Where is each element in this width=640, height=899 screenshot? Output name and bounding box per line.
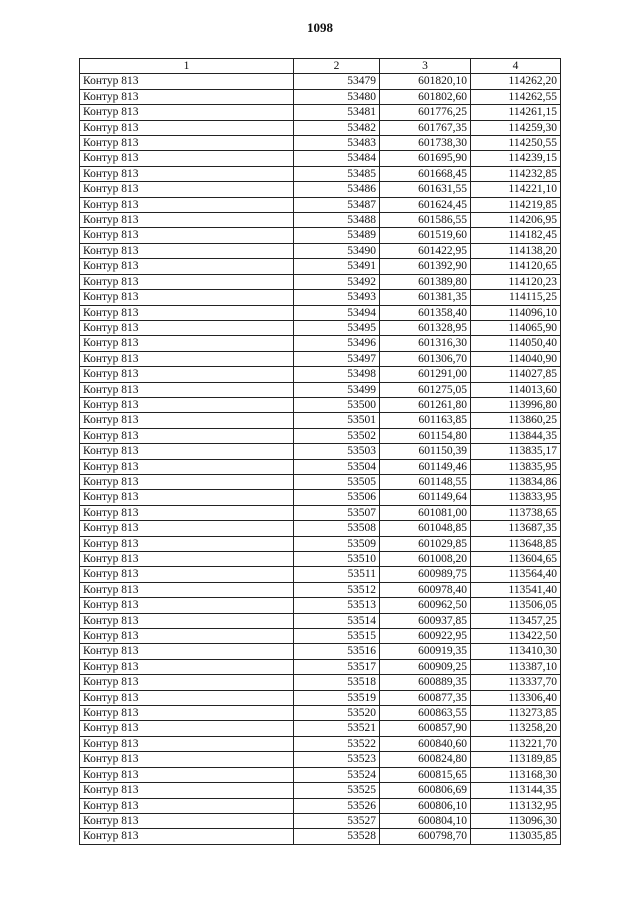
y-coordinate-cell: 113833,95 — [471, 490, 561, 505]
table-header-row — [80, 59, 561, 74]
x-coordinate-cell: 601738,30 — [380, 136, 471, 151]
contour-name-cell: Контур 813 — [80, 813, 294, 828]
table-row — [80, 813, 561, 828]
table-row — [80, 428, 561, 443]
y-coordinate-cell: 114096,10 — [471, 305, 561, 320]
y-coordinate-cell: 113457,25 — [471, 613, 561, 628]
y-coordinate-cell: 114250,55 — [471, 136, 561, 151]
y-coordinate-cell: 113738,65 — [471, 505, 561, 520]
x-coordinate-cell: 601389,80 — [380, 274, 471, 289]
x-coordinate-cell: 601149,64 — [380, 490, 471, 505]
point-number-cell: 53498 — [294, 367, 380, 382]
x-coordinate-cell: 601631,55 — [380, 182, 471, 197]
y-coordinate-cell: 113096,30 — [471, 813, 561, 828]
table-row — [80, 305, 561, 320]
point-number-cell: 53515 — [294, 629, 380, 644]
y-coordinate-cell: 113306,40 — [471, 690, 561, 705]
table-row — [80, 629, 561, 644]
table-row — [80, 228, 561, 243]
coordinates-table — [79, 58, 561, 845]
x-coordinate-cell: 600962,50 — [380, 598, 471, 613]
contour-name-cell: Контур 813 — [80, 459, 294, 474]
point-number-cell: 53518 — [294, 675, 380, 690]
point-number-cell: 53506 — [294, 490, 380, 505]
table-row — [80, 459, 561, 474]
table-row — [80, 567, 561, 582]
point-number-cell: 53487 — [294, 197, 380, 212]
table-row — [80, 536, 561, 551]
contour-name-cell: Контур 813 — [80, 505, 294, 520]
contour-name-cell: Контур 813 — [80, 166, 294, 181]
x-coordinate-cell: 601381,35 — [380, 290, 471, 305]
y-coordinate-cell: 113860,25 — [471, 413, 561, 428]
x-coordinate-cell: 601150,39 — [380, 444, 471, 459]
table-row — [80, 767, 561, 782]
table-row — [80, 367, 561, 382]
y-coordinate-cell: 113604,65 — [471, 552, 561, 567]
y-coordinate-cell: 113835,95 — [471, 459, 561, 474]
x-coordinate-cell: 601392,90 — [380, 259, 471, 274]
x-coordinate-cell: 601668,45 — [380, 166, 471, 181]
x-coordinate-cell: 600909,25 — [380, 659, 471, 674]
table-row — [80, 213, 561, 228]
table-row — [80, 413, 561, 428]
contour-name-cell: Контур 813 — [80, 536, 294, 551]
x-coordinate-cell: 600806,69 — [380, 783, 471, 798]
x-coordinate-cell: 600806,10 — [380, 798, 471, 813]
table-row — [80, 259, 561, 274]
point-number-cell: 53519 — [294, 690, 380, 705]
x-coordinate-cell: 600889,35 — [380, 675, 471, 690]
table-row — [80, 74, 561, 89]
x-coordinate-cell: 601081,00 — [380, 505, 471, 520]
x-coordinate-cell: 601154,80 — [380, 428, 471, 443]
y-coordinate-cell: 113258,20 — [471, 721, 561, 736]
contour-name-cell: Контур 813 — [80, 675, 294, 690]
contour-name-cell: Контур 813 — [80, 305, 294, 320]
x-coordinate-cell: 601163,85 — [380, 413, 471, 428]
table-row — [80, 197, 561, 212]
point-number-cell: 53510 — [294, 552, 380, 567]
x-coordinate-cell: 600863,55 — [380, 706, 471, 721]
contour-name-cell: Контур 813 — [80, 444, 294, 459]
y-coordinate-cell: 113035,85 — [471, 829, 561, 844]
y-coordinate-cell: 114013,60 — [471, 382, 561, 397]
table-row — [80, 290, 561, 305]
contour-name-cell: Контур 813 — [80, 829, 294, 844]
y-coordinate-cell: 114259,30 — [471, 120, 561, 135]
y-coordinate-cell: 113541,40 — [471, 582, 561, 597]
point-number-cell: 53484 — [294, 151, 380, 166]
table-row — [80, 582, 561, 597]
x-coordinate-cell: 601306,70 — [380, 351, 471, 366]
point-number-cell: 53485 — [294, 166, 380, 181]
point-number-cell: 53508 — [294, 521, 380, 536]
contour-name-cell: Контур 813 — [80, 721, 294, 736]
x-coordinate-cell: 600798,70 — [380, 829, 471, 844]
contour-name-cell: Контур 813 — [80, 243, 294, 258]
point-number-cell: 53505 — [294, 474, 380, 489]
table-row — [80, 752, 561, 767]
x-coordinate-cell: 600824,80 — [380, 752, 471, 767]
y-coordinate-cell: 113387,10 — [471, 659, 561, 674]
x-coordinate-cell: 601767,35 — [380, 120, 471, 135]
point-number-cell: 53504 — [294, 459, 380, 474]
contour-name-cell: Контур 813 — [80, 397, 294, 412]
y-coordinate-cell: 114182,45 — [471, 228, 561, 243]
contour-name-cell: Контур 813 — [80, 274, 294, 289]
contour-name-cell: Контур 813 — [80, 613, 294, 628]
table-row — [80, 89, 561, 104]
table-row — [80, 351, 561, 366]
contour-name-cell: Контур 813 — [80, 351, 294, 366]
contour-name-cell: Контур 813 — [80, 336, 294, 351]
point-number-cell: 53501 — [294, 413, 380, 428]
table-row — [80, 166, 561, 181]
y-coordinate-cell: 113337,70 — [471, 675, 561, 690]
table-row — [80, 120, 561, 135]
x-coordinate-cell: 601624,45 — [380, 197, 471, 212]
point-number-cell: 53483 — [294, 136, 380, 151]
y-coordinate-cell: 113835,17 — [471, 444, 561, 459]
x-coordinate-cell: 601776,25 — [380, 105, 471, 120]
y-coordinate-cell: 114262,55 — [471, 89, 561, 104]
table-row — [80, 320, 561, 335]
point-number-cell: 53525 — [294, 783, 380, 798]
table-row — [80, 521, 561, 536]
y-coordinate-cell: 113564,40 — [471, 567, 561, 582]
contour-name-cell: Контур 813 — [80, 582, 294, 597]
x-coordinate-cell: 601291,00 — [380, 367, 471, 382]
point-number-cell: 53517 — [294, 659, 380, 674]
table-row — [80, 444, 561, 459]
contour-name-cell: Контур 813 — [80, 136, 294, 151]
table-row — [80, 783, 561, 798]
y-coordinate-cell: 113189,85 — [471, 752, 561, 767]
contour-name-cell: Контур 813 — [80, 382, 294, 397]
contour-name-cell: Контур 813 — [80, 598, 294, 613]
point-number-cell: 53480 — [294, 89, 380, 104]
table-row — [80, 644, 561, 659]
table-row — [80, 105, 561, 120]
y-coordinate-cell: 113410,30 — [471, 644, 561, 659]
x-coordinate-cell: 601149,46 — [380, 459, 471, 474]
contour-name-cell: Контур 813 — [80, 474, 294, 489]
y-coordinate-cell: 114138,20 — [471, 243, 561, 258]
contour-name-cell: Контур 813 — [80, 736, 294, 751]
contour-name-cell: Контур 813 — [80, 706, 294, 721]
point-number-cell: 53524 — [294, 767, 380, 782]
point-number-cell: 53527 — [294, 813, 380, 828]
table-row — [80, 721, 561, 736]
contour-name-cell: Контур 813 — [80, 428, 294, 443]
contour-name-cell: Контур 813 — [80, 490, 294, 505]
point-number-cell: 53496 — [294, 336, 380, 351]
contour-name-cell: Контур 813 — [80, 197, 294, 212]
column-header-1: 1 — [80, 59, 294, 74]
point-number-cell: 53509 — [294, 536, 380, 551]
x-coordinate-cell: 600978,40 — [380, 582, 471, 597]
point-number-cell: 53528 — [294, 829, 380, 844]
table-row — [80, 659, 561, 674]
y-coordinate-cell: 113834,86 — [471, 474, 561, 489]
x-coordinate-cell: 601261,80 — [380, 397, 471, 412]
y-coordinate-cell: 114065,90 — [471, 320, 561, 335]
x-coordinate-cell: 600919,35 — [380, 644, 471, 659]
table-row — [80, 552, 561, 567]
table-row — [80, 474, 561, 489]
column-header-2: 2 — [294, 59, 380, 74]
point-number-cell: 53494 — [294, 305, 380, 320]
x-coordinate-cell: 601275,05 — [380, 382, 471, 397]
y-coordinate-cell: 113132,95 — [471, 798, 561, 813]
contour-name-cell: Контур 813 — [80, 367, 294, 382]
table-row — [80, 151, 561, 166]
point-number-cell: 53488 — [294, 213, 380, 228]
contour-name-cell: Контур 813 — [80, 228, 294, 243]
x-coordinate-cell: 600804,10 — [380, 813, 471, 828]
x-coordinate-cell: 601820,10 — [380, 74, 471, 89]
x-coordinate-cell: 601358,40 — [380, 305, 471, 320]
contour-name-cell: Контур 813 — [80, 320, 294, 335]
contour-name-cell: Контур 813 — [80, 767, 294, 782]
table-row — [80, 690, 561, 705]
y-coordinate-cell: 114115,25 — [471, 290, 561, 305]
x-coordinate-cell: 601422,95 — [380, 243, 471, 258]
table-row — [80, 182, 561, 197]
table-row — [80, 598, 561, 613]
y-coordinate-cell: 114232,85 — [471, 166, 561, 181]
point-number-cell: 53511 — [294, 567, 380, 582]
table-row — [80, 798, 561, 813]
point-number-cell: 53490 — [294, 243, 380, 258]
y-coordinate-cell: 114206,95 — [471, 213, 561, 228]
x-coordinate-cell: 601029,85 — [380, 536, 471, 551]
y-coordinate-cell: 114040,90 — [471, 351, 561, 366]
contour-name-cell: Контур 813 — [80, 182, 294, 197]
y-coordinate-cell: 113506,05 — [471, 598, 561, 613]
contour-name-cell: Контур 813 — [80, 567, 294, 582]
x-coordinate-cell: 600857,90 — [380, 721, 471, 736]
point-number-cell: 53493 — [294, 290, 380, 305]
x-coordinate-cell: 601316,30 — [380, 336, 471, 351]
x-coordinate-cell: 600989,75 — [380, 567, 471, 582]
y-coordinate-cell: 114120,23 — [471, 274, 561, 289]
point-number-cell: 53481 — [294, 105, 380, 120]
point-number-cell: 53512 — [294, 582, 380, 597]
point-number-cell: 53521 — [294, 721, 380, 736]
point-number-cell: 53489 — [294, 228, 380, 243]
point-number-cell: 53523 — [294, 752, 380, 767]
table-row — [80, 490, 561, 505]
column-header-3: 3 — [380, 59, 471, 74]
y-coordinate-cell: 114221,10 — [471, 182, 561, 197]
point-number-cell: 53520 — [294, 706, 380, 721]
table-row — [80, 274, 561, 289]
column-header-4: 4 — [471, 59, 561, 74]
contour-name-cell: Контур 813 — [80, 798, 294, 813]
contour-name-cell: Контур 813 — [80, 105, 294, 120]
point-number-cell: 53500 — [294, 397, 380, 412]
table-row — [80, 505, 561, 520]
x-coordinate-cell: 600877,35 — [380, 690, 471, 705]
x-coordinate-cell: 600840,60 — [380, 736, 471, 751]
y-coordinate-cell: 113422,50 — [471, 629, 561, 644]
point-number-cell: 53479 — [294, 74, 380, 89]
y-coordinate-cell: 113648,85 — [471, 536, 561, 551]
point-number-cell: 53516 — [294, 644, 380, 659]
contour-name-cell: Контур 813 — [80, 659, 294, 674]
point-number-cell: 53499 — [294, 382, 380, 397]
table-row — [80, 736, 561, 751]
point-number-cell: 53514 — [294, 613, 380, 628]
point-number-cell: 53522 — [294, 736, 380, 751]
x-coordinate-cell: 600922,95 — [380, 629, 471, 644]
table-row — [80, 397, 561, 412]
y-coordinate-cell: 113687,35 — [471, 521, 561, 536]
contour-name-cell: Контур 813 — [80, 629, 294, 644]
point-number-cell: 53482 — [294, 120, 380, 135]
x-coordinate-cell: 601695,90 — [380, 151, 471, 166]
contour-name-cell: Контур 813 — [80, 783, 294, 798]
point-number-cell: 53513 — [294, 598, 380, 613]
y-coordinate-cell: 113273,85 — [471, 706, 561, 721]
table-body — [80, 74, 561, 844]
y-coordinate-cell: 113144,35 — [471, 783, 561, 798]
point-number-cell: 53495 — [294, 320, 380, 335]
x-coordinate-cell: 601328,95 — [380, 320, 471, 335]
point-number-cell: 53502 — [294, 428, 380, 443]
x-coordinate-cell: 600815,65 — [380, 767, 471, 782]
y-coordinate-cell: 114239,15 — [471, 151, 561, 166]
table-row — [80, 336, 561, 351]
y-coordinate-cell: 113168,30 — [471, 767, 561, 782]
contour-name-cell: Контур 813 — [80, 690, 294, 705]
point-number-cell: 53491 — [294, 259, 380, 274]
contour-name-cell: Контур 813 — [80, 259, 294, 274]
page-number: 1098 — [307, 20, 333, 35]
contour-name-cell: Контур 813 — [80, 644, 294, 659]
y-coordinate-cell: 114219,85 — [471, 197, 561, 212]
y-coordinate-cell: 114120,65 — [471, 259, 561, 274]
contour-name-cell: Контур 813 — [80, 120, 294, 135]
table-row — [80, 675, 561, 690]
table-row — [80, 706, 561, 721]
contour-name-cell: Контур 813 — [80, 521, 294, 536]
x-coordinate-cell: 601519,60 — [380, 228, 471, 243]
table-row — [80, 382, 561, 397]
y-coordinate-cell: 114261,15 — [471, 105, 561, 120]
contour-name-cell: Контур 813 — [80, 151, 294, 166]
table-row — [80, 136, 561, 151]
x-coordinate-cell: 601008,20 — [380, 552, 471, 567]
contour-name-cell: Контур 813 — [80, 752, 294, 767]
x-coordinate-cell: 601802,60 — [380, 89, 471, 104]
y-coordinate-cell: 114050,40 — [471, 336, 561, 351]
contour-name-cell: Контур 813 — [80, 290, 294, 305]
x-coordinate-cell: 601048,85 — [380, 521, 471, 536]
contour-name-cell: Контур 813 — [80, 552, 294, 567]
y-coordinate-cell: 114262,20 — [471, 74, 561, 89]
contour-name-cell: Контур 813 — [80, 89, 294, 104]
table-row — [80, 613, 561, 628]
point-number-cell: 53503 — [294, 444, 380, 459]
point-number-cell: 53507 — [294, 505, 380, 520]
point-number-cell: 53492 — [294, 274, 380, 289]
x-coordinate-cell: 601586,55 — [380, 213, 471, 228]
point-number-cell: 53526 — [294, 798, 380, 813]
table-row — [80, 829, 561, 844]
point-number-cell: 53497 — [294, 351, 380, 366]
contour-name-cell: Контур 813 — [80, 213, 294, 228]
x-coordinate-cell: 600937,85 — [380, 613, 471, 628]
y-coordinate-cell: 114027,85 — [471, 367, 561, 382]
point-number-cell: 53486 — [294, 182, 380, 197]
y-coordinate-cell: 113844,35 — [471, 428, 561, 443]
y-coordinate-cell: 113221,70 — [471, 736, 561, 751]
x-coordinate-cell: 601148,55 — [380, 474, 471, 489]
contour-name-cell: Контур 813 — [80, 413, 294, 428]
contour-name-cell: Контур 813 — [80, 74, 294, 89]
table-row — [80, 243, 561, 258]
y-coordinate-cell: 113996,80 — [471, 397, 561, 412]
